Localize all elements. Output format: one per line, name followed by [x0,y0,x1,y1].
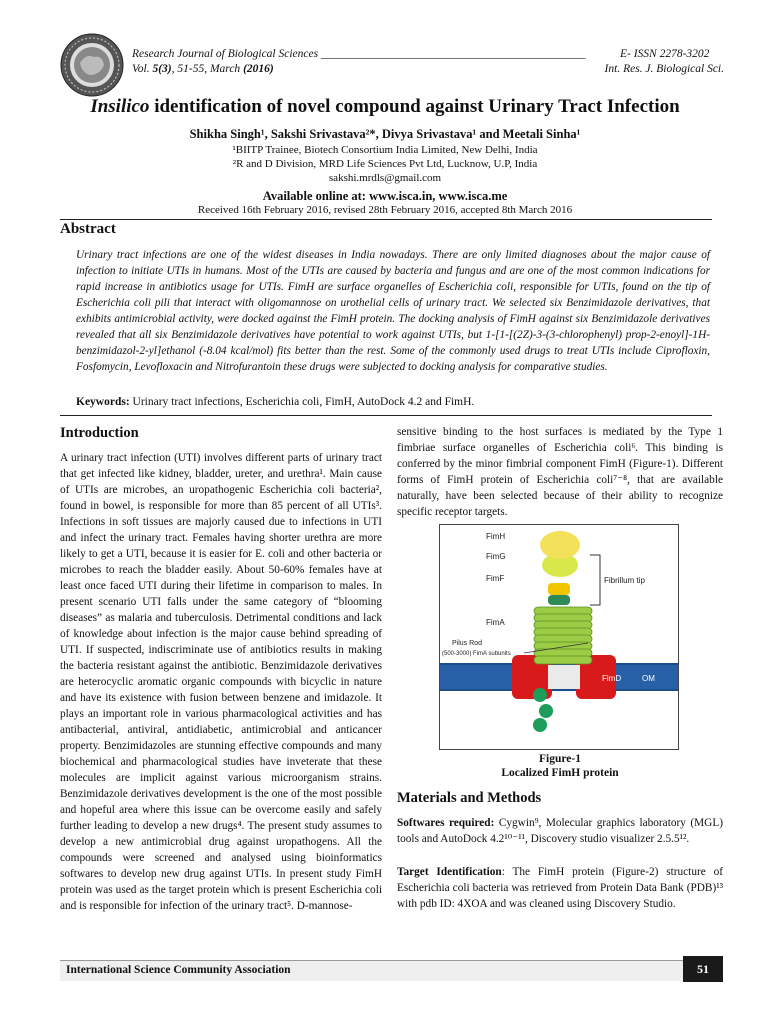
header-rule [60,219,712,220]
fima-rod [534,607,592,664]
label-rod-1: Pilus Rod [452,640,482,647]
availability-note: Available online at: www.isca.in, www.isca.me [262,189,508,203]
label-om: OM [642,674,655,683]
affiliation-1: ¹BIITP Trainee, Biotech Consortium India Limited, New Delhi, India [232,144,538,156]
authors: Shikha Singh¹, Sakshi Srivastava²*, Divya Srivastava¹ and Meetali Sinha¹ [189,127,581,141]
methods-heading: Materials and Methods [397,790,542,806]
methods-target: Target Identification: The FimH protein (Figure-2) structure of Escherichia coli bacteria was retrieved from Protein Data Bank (PDB)¹³ with pdb ID: 4XOA and was cleaned using Discovery Studio. [397,866,723,910]
journal-issn: E- ISSN 2278-3202 [620,48,710,60]
journal-volume: Vol. 5(3), 51-55, March (2016) [132,63,274,75]
abstract-body: Urinary tract infections are one of the widest diseases in India nowadays. There are only limited diagnoses about the major cause of infection to initiate UTIs in humans. Most of the UTIs are caused by bacteria and fungus and are one of the most common indications for rapid increase in antibiotics usage for UTIs. FimH are surface organelles of Escherichia coli, responsible for UTIs, found on the tip of Escherichia coli pili that interact with oligomannose on urothelial cells of urinary tract. We selected six Benzimidazole derivatives, that exhibits antimicrobial activity, were docked against the FimH protein. The docking analysis of FimH against six Benzimidazole derivatives revealed that all six Benzimidazole derivatives have potential to work against UTIs, but 1-[1-[(2Z)-3-(3-chlorophenyl) prop-2-enoyl]-1H-benzimidazol-2-yl]ethanol (-8.04 kcal/mol) fits better than the rest. Some of the commonly used drugs to treat UTIs include Ciprofloxin, Fosfomycin, Levofloxacin and Nitrofurantoin these drugs were subjected to docking analysis for comparative studies. [76,249,710,373]
author-email: sakshi.mrdls@gmail.com [328,172,442,184]
affiliation-2: ²R and D Division, MRD Life Sciences Pvt Ltd, Lucknow, U.P, India [232,158,538,170]
footer-bar [60,960,712,981]
received-dates: Received 16th February 2016, revised 28th February 2016, accepted 8th March 2016 [197,204,573,216]
label-tip: Fibrillum tip [604,576,645,585]
journal-name: Research Journal of Biological Sciences ______________________________________________ [132,48,586,60]
introduction-continued: sensitive binding to the host surfaces is mediated by the Type 1 fimbriae surface organelles of Escherichia coli⁶. This binding is conferred by the minor fimbrial component FimH (Figure-1). Different forms of FimH protein of Escherichia coli⁷⁻⁸, that are available naturally, have been selected because of their ability to recognize specific receptor targets. [397,426,723,518]
chaperone [533,688,547,702]
label-rod-2: (500-3000) FimA subunits [442,651,511,657]
label-fimh: FimH [486,532,506,541]
keywords: Keywords: Urinary tract infections, Escherichia coli, FimH, AutoDock 4.2 and FimH. [76,396,475,408]
label-fima: FimA [486,618,505,627]
methods-software: Softwares required: Cygwin⁹, Molecular graphics laboratory (MGL) tools and AutoDock 4.2¹⁰⁻¹¹, Discovery studio visualizer 2.5.5¹². [397,817,723,845]
figure-1-number: Figure-1 [539,753,581,765]
label-fimd: FimD [602,674,622,683]
fimf [548,595,570,605]
journal-logo [60,33,124,97]
abstract-rule [60,415,712,416]
paper-title: Insilico identification of novel compound against Urinary Tract Infection [90,96,680,117]
introduction-body: A urinary tract infection (UTI) involves different parts of urinary tract that get infected like kidney, bladder, ureter, and urethra¹. Main cause of UTIs are microbes, an uropathogenic Escherichia coli bacteria², found in bowel, is responsible for more than 85 percent of all UTIs³. Infections in soft tissues are majorly caused due to infections in UTI and infect the urinary tract. Females having shorter urethra are more likely to get a UTI, because it is easier for E. coli and other bacteria or microbes to reach the bladder easily. About 50-60% females have at least once faced UTI during their lifetime in comparison to males. In present scenario UTI falls under the same category of “blooming diseases” as malaria and tuberculosis. Detrimental conditions and lack of knowledge about infection is the major cause behind spreading of UTI. If suspected, indiscriminate use of antibiotics results in making the bacteria resistant against the antibiotic. Benzimidazole derivatives are heterocyclic aromatic organic compounds with bicyclic in nature and have its existence with fusion between benzene and imidazole. It plays an important role in various pharmacological activities and has antibacterial, antiviral, antidiabetic, antimicrobial and anticancer property. Benzimidazoles are stunning effective compounds and many biochemical and pharmacological studies have inveterate that these molecules are implicit against various microorganism strains. Benzimidazole derivatives development is the one of the most possible and hopeful area where this issue can be overcome easily and safely further leading to develop a new drugs⁴. The present study assumes to develop a new antimicrobial drug against uropathogens. All the compounds were screened and analysed using bioinformatics softwares to develop new drug against UTIs. In present study FimH protein was used as the target protein which is present Escherichia coli and is responsible for infection of the urinary tract⁵. D-mannose- [60,452,382,912]
fimg [548,583,570,595]
journal-abbrev: Int. Res. J. Biological Sci. [604,63,724,75]
abstract-heading: Abstract [60,221,116,237]
footer-organization: International Science Community Association [66,964,291,976]
page-number: 51 [683,956,723,982]
introduction-heading: Introduction [60,425,139,441]
figure-1 [439,524,679,750]
figure-1-title: Localized FimH protein [501,767,619,779]
label-fimg: FimG [486,552,506,561]
label-fimf: FimF [486,574,505,583]
